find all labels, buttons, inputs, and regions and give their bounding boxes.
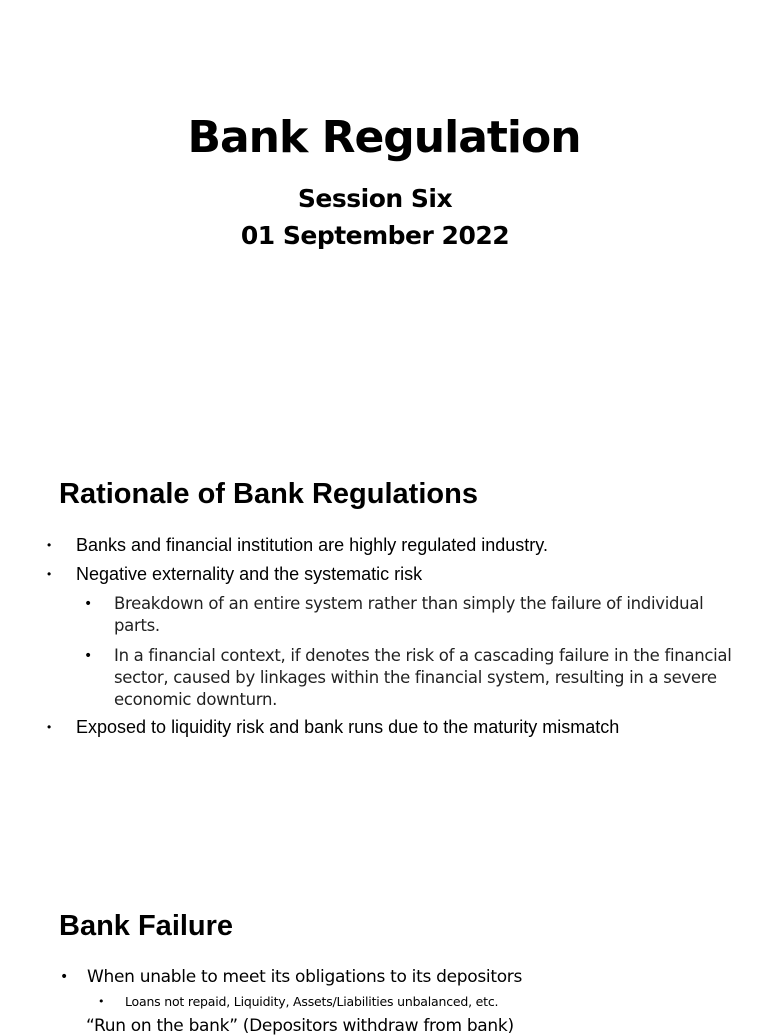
session-date: 01 September 2022 [240, 221, 510, 250]
bullet-icon: • [47, 720, 52, 734]
sub-bullet-item [84, 645, 744, 711]
cut-off-bullet-text: “Run on the bank” (Depositors withdraw from bank) [86, 1016, 514, 1036]
bullet-item [47, 534, 548, 556]
title-slide [0, 0, 768, 442]
bullet-icon: • [47, 567, 52, 581]
sub-bullet-item [84, 593, 744, 637]
sub-bullet-text: In a financial context, if denotes the risk of a cascading failure in the financial sector, caused by linkages within the financial system, resulting in a severe economic downturn. [114, 646, 732, 709]
rationale-heading: Rationale of Bank Regulations [59, 478, 478, 510]
bullet-icon: • [84, 648, 92, 664]
bullet-text: Exposed to liquidity risk and bank runs due to the maturity mismatch [76, 717, 620, 737]
bullet-item [47, 563, 422, 585]
bullet-text: When unable to meet its obligations to its depositors [87, 967, 523, 987]
bank-failure-heading: Bank Failure [59, 910, 234, 942]
session-label: Session Six [297, 184, 453, 213]
rationale-slide [0, 442, 768, 874]
sub-bullet-text: Loans not repaid, Liquidity, Assets/Liabilities unbalanced, etc. [125, 994, 499, 1009]
bullet-icon: • [84, 596, 92, 612]
bullet-item [60, 966, 522, 988]
bullet-text: Negative externality and the systematic risk [76, 564, 423, 584]
bank-failure-slide [0, 874, 768, 1036]
bullet-text: Banks and financial institution are highly regulated industry. [76, 535, 548, 555]
bullet-icon: • [60, 969, 68, 985]
slide-title: Bank Regulation [187, 112, 581, 163]
bullet-item [47, 716, 619, 738]
sub-bullet-item [98, 993, 498, 1011]
sub-bullet-text: Breakdown of an entire system rather than simply the failure of individual parts. [114, 594, 704, 635]
bullet-icon: • [98, 995, 105, 1008]
bullet-icon: • [47, 538, 52, 552]
